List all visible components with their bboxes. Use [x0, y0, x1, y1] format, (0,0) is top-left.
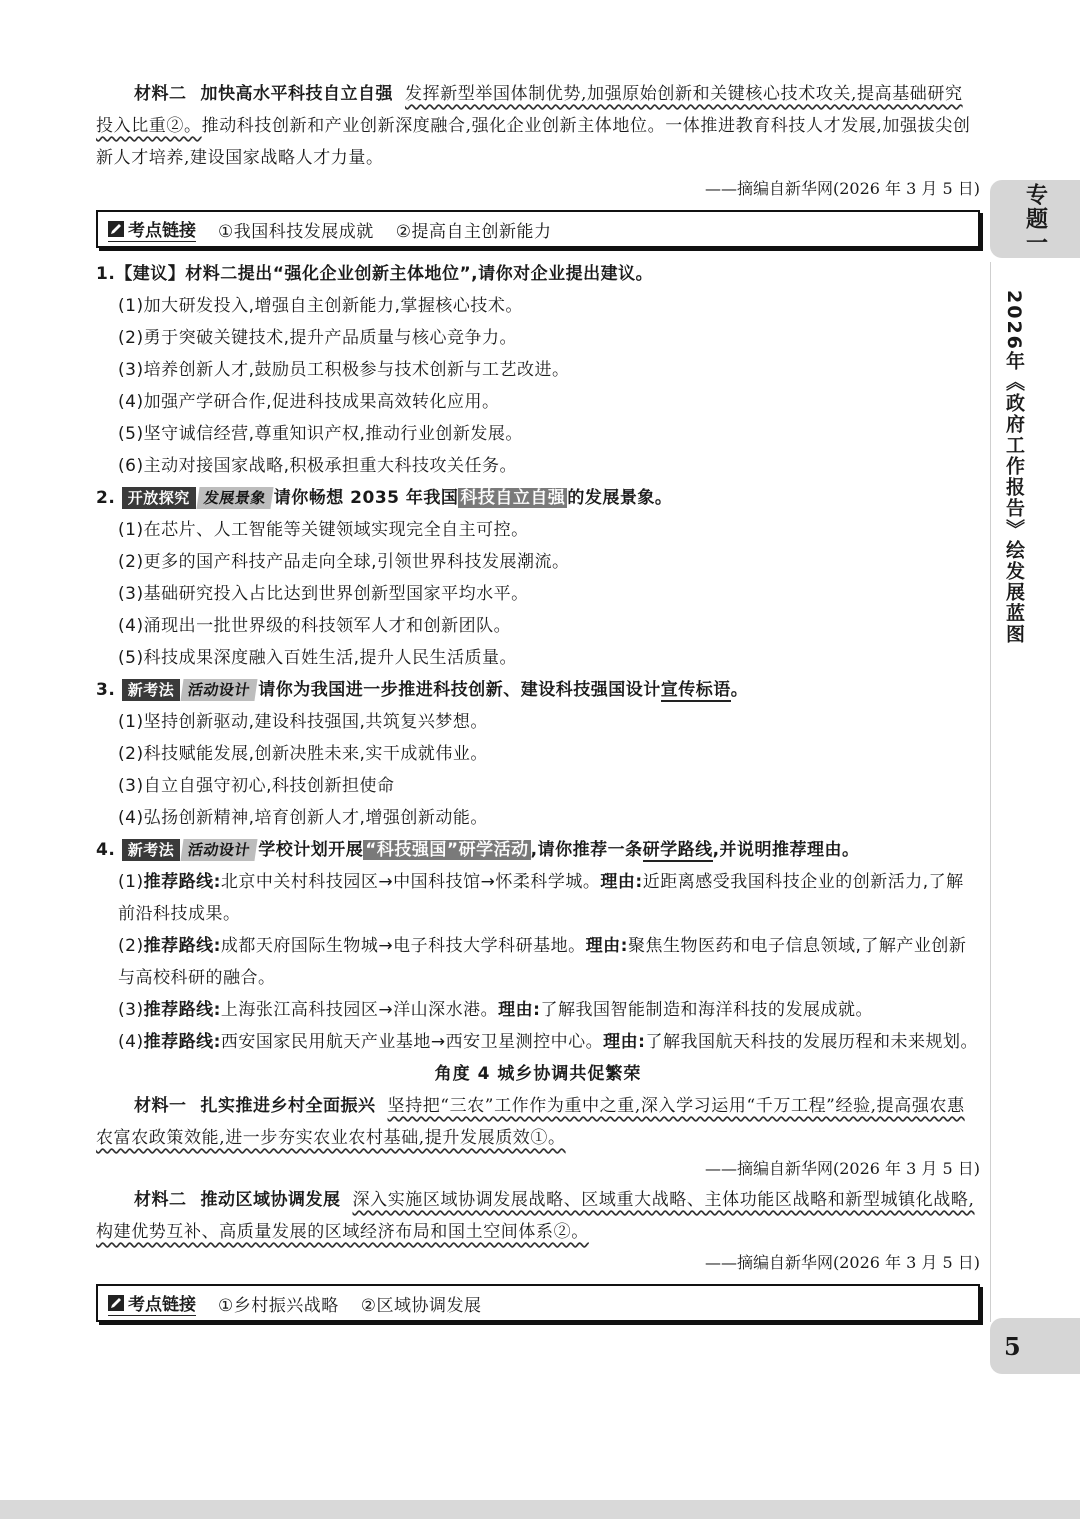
material-1-bottom: [96, 1090, 980, 1154]
question-number: 1.: [96, 264, 116, 284]
reason-label: 理由:: [600, 872, 643, 892]
material-text-underlined: 坚持把“三农”工作作为重中之重,深入学习运用“千万工程”经验,提高强农惠农富农政策效能,进一步夯实农业农村基础,提升发展质效①。: [96, 1096, 965, 1148]
answer-number: (1): [118, 872, 144, 892]
page-number: 5: [990, 1318, 1080, 1374]
question-number: 3.: [96, 680, 116, 700]
section-tab-label: 专题一: [1022, 183, 1048, 255]
question-tag: 【建议】: [115, 264, 186, 284]
answer-item: (4)弘扬创新精神,培育创新人才,增强创新动能。: [118, 808, 488, 828]
answer-item: (5)坚守诚信经营,尊重知识产权,推动行业创新发展。: [118, 424, 523, 444]
question-highlight: 科技自立自强: [460, 488, 566, 508]
kaodian-link-box: [96, 1284, 980, 1322]
question-text: 请你为我国进一步推进科技创新、建设科技强国设计: [258, 680, 661, 700]
route-label: 推荐路线:: [143, 1032, 221, 1052]
route-text: 上海张江高科技园区→洋山深水港。: [220, 1000, 499, 1020]
question-text: ,请你推荐一条: [530, 840, 643, 860]
kaodian-tag: [108, 216, 196, 242]
reason-text: 了解我国航天科技的发展历程和未来规划。: [645, 1032, 978, 1052]
answer-item: (5)科技成果深度融入百姓生活,提升人民生活质量。: [118, 648, 517, 668]
bottom-bar: [0, 1500, 1080, 1519]
question-underlined: 宣传标语: [660, 680, 731, 700]
answer-item: (3)培养创新人才,鼓励员工积极参与技术创新与工艺改进。: [118, 360, 570, 380]
material-label: 材料二: [134, 84, 187, 104]
answer-item: (2)勇于突破关键技术,提升产品质量与核心竞争力。: [118, 328, 517, 348]
route-label: 推荐路线:: [143, 872, 221, 892]
material-title: 推动区域协调发展: [200, 1190, 341, 1210]
kaodian-link-box: [96, 210, 980, 248]
question-highlight: “科技强国”研学活动: [365, 840, 529, 860]
reason-text: 聚焦生物医药和电子信息领域,了解产业创新与高校科研的融合。: [118, 936, 967, 988]
answer-number: (4): [118, 1032, 144, 1052]
reason-label: 理由:: [603, 1032, 646, 1052]
route-text: 西安国家民用航天产业基地→西安卫星测控中心。: [220, 1032, 604, 1052]
kaodian-item: ②区域协调发展: [360, 1295, 482, 1316]
answer-item: [96, 866, 980, 930]
question-3: [96, 674, 980, 706]
answer-item: (4)加强产学研合作,促进科技成果高效转化应用。: [118, 392, 500, 412]
question-text: 的发展景象。: [567, 488, 673, 508]
side-vertical-title: 2026年《政府工作报告》绘发展蓝图: [1003, 290, 1025, 645]
material-title: 扎实推进乡村全面振兴: [200, 1096, 376, 1116]
material-2-bottom: [96, 1184, 980, 1248]
kaodian-item: ①我国科技发展成就: [218, 221, 374, 242]
question-2: [96, 482, 980, 514]
question-tag-secondary: 活动设计: [181, 839, 258, 861]
material-text: 推动科技创新和产业创新深度融合,强化企业创新主体地位。一体推进教育科技人才发展,加强拔尖创新人才培养,建设国家战略人才力量。: [96, 116, 971, 168]
question-tag-primary: 新考法: [122, 679, 181, 701]
question-1: [96, 258, 980, 290]
material-source: ——摘编自新华网(2026 年 3 月 5 日): [705, 1159, 980, 1178]
question-text: ,并说明推荐理由。: [712, 840, 860, 860]
answer-item: (1)加大研发投入,增强自主创新能力,掌握核心技术。: [118, 296, 523, 316]
question-tag-secondary: 活动设计: [181, 679, 258, 701]
material-source: ——摘编自新华网(2026 年 3 月 5 日): [705, 1253, 980, 1272]
kaodian-item: ②提高自主创新能力: [395, 221, 552, 242]
kaodian-tag: [108, 1290, 196, 1316]
kaodian-tag-label: 考点链接: [128, 1295, 196, 1315]
section-heading: 角度 4 城乡协调共促繁荣: [434, 1064, 642, 1084]
answer-number: (3): [118, 1000, 144, 1020]
answer-item: [96, 1026, 980, 1058]
material-text-underlined: 深入实施区域协调发展战略、区域重大战略、主体功能区战略和新型城镇化战略,构建优势互补、高质量发展的区域经济布局和国土空间体系②。: [96, 1190, 975, 1242]
answer-item: (2)更多的国产科技产品走向全球,引领世界科技发展潮流。: [118, 552, 570, 572]
answer-item: (6)主动对接国家战略,积极承担重大科技攻关任务。: [118, 456, 517, 476]
answer-item: [96, 994, 980, 1026]
answer-item: (3)自立自强守初心,科技创新担使命: [118, 776, 395, 796]
reason-label: 理由:: [585, 936, 628, 956]
route-label: 推荐路线:: [143, 1000, 221, 1020]
question-tag-secondary: 发展景象: [196, 487, 273, 509]
question-tag-primary: 新考法: [122, 839, 181, 861]
route-text: 北京中关村科技园区→中国科技馆→怀柔科学城。: [220, 872, 601, 892]
material-2-top: [96, 78, 980, 174]
reason-text: 了解我国智能制造和海洋科技的发展成就。: [540, 1000, 873, 1020]
answer-item: [96, 930, 980, 994]
question-number: 2.: [96, 488, 116, 508]
answer-item: (4)涌现出一批世界级的科技领军人才和创新团队。: [118, 616, 512, 636]
question-text: 请你畅想 2035 年我国: [273, 488, 459, 508]
material-label: 材料二: [134, 1190, 187, 1210]
question-underlined: 研学路线: [642, 840, 713, 860]
kaodian-item: ①乡村振兴战略: [218, 1295, 339, 1316]
main-content: [96, 78, 980, 1332]
pencil-icon: [108, 1295, 124, 1311]
material-label: 材料一: [134, 1096, 187, 1116]
route-text: 成都天府国际生物城→电子科技大学科研基地。: [220, 936, 586, 956]
question-tag-primary: 开放探究: [122, 487, 196, 509]
question-text: 材料二提出“强化企业创新主体地位”,请你对企业提出建议。: [185, 264, 654, 284]
answer-item: (1)在芯片、人工智能等关键领域实现完全自主可控。: [118, 520, 529, 540]
question-4: [96, 834, 980, 866]
question-text: 。: [730, 680, 749, 700]
section-tab: [990, 180, 1080, 258]
pencil-icon: [108, 221, 124, 237]
question-number: 4.: [96, 840, 116, 860]
answer-item: (1)坚持创新驱动,建设科技强国,共筑复兴梦想。: [118, 712, 488, 732]
reason-label: 理由:: [498, 1000, 541, 1020]
kaodian-tag-label: 考点链接: [128, 221, 196, 241]
question-text: 学校计划开展: [258, 840, 364, 860]
answer-number: (2): [118, 936, 144, 956]
answer-item: (3)基础研究投入占比达到世界创新型国家平均水平。: [118, 584, 529, 604]
reason-text: 近距离感受我国科技企业的创新活力,了解前沿科技成果。: [118, 872, 964, 924]
side-divider: [990, 262, 991, 1322]
answer-item: (2)科技赋能发展,创新决胜未来,实干成就伟业。: [118, 744, 488, 764]
route-label: 推荐路线:: [143, 936, 221, 956]
material-title: 加快高水平科技自立自强: [200, 84, 393, 104]
material-source: ——摘编自新华网(2026 年 3 月 5 日): [705, 179, 980, 198]
material-text-underlined: 发挥新型举国体制优势,加强原始创新和关键核心技术攻关,提高基础研究投入比重②。: [96, 84, 963, 136]
